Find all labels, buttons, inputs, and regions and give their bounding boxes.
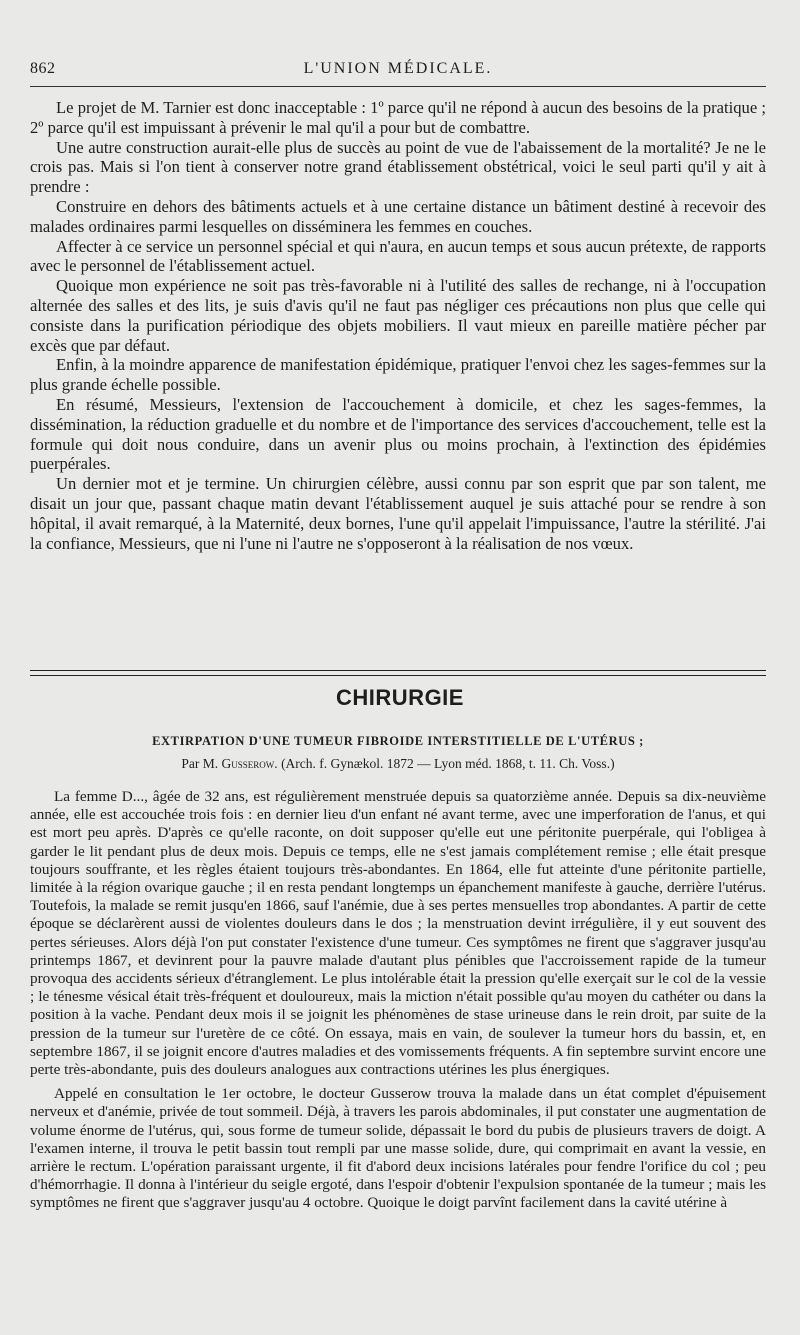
running-title: L'UNION MÉDICALE. [303,60,493,77]
source-reference: (Arch. f. Gynækol. 1872 — Lyon méd. 1868, t. 11. Ch. Voss.) [281,756,615,771]
paragraph: Enfin, à la moindre apparence de manifestation épidémique, pratiquer l'envoi chez les sages-femmes sur la plus grande échelle possible. [30,355,766,395]
case-report-text [30,788,766,1219]
section-separator [30,670,766,676]
closing-discussion-text [30,98,766,553]
byline [30,756,766,772]
paragraph: Construire en dehors des bâtiments actuels et à une certaine distance un bâtiment destiné à recevoir des malades ordinaires parmi lesquelles on disséminera les femmes en couches. [30,196,766,236]
paragraph: Un dernier mot et je termine. Un chirurgien célèbre, aussi connu par son esprit que par son talent, me disait un jour que, passant chaque matin devant l'établissement auquel je suis attaché pour se rendre à son hôpital, il avait remarqué, à la Maternité, deux bornes, l'une qu'il appelait l'impuissance, l'autre la stérilité. J'ai la confiance, Messieurs, que ni l'une ni l'autre ne s'opposeront à la réalisation de nos vœux. [30,474,766,553]
paragraph: Quoique mon expérience ne soit pas très-favorable ni à l'utilité des salles de rechange, ni à l'occupation alternée des salles et des lits, je suis d'avis qu'il ne faut pas négliger ces précautions non plus que celle qui consiste dans la purification périodique des objets mobiliers. Il vaut mieux en pareille matière pécher par excès que par défaut. [30,276,766,355]
paragraph: En résumé, Messieurs, l'extension de l'accouchement à domicile, et chez les sages-femmes, la dissémination, la réduction graduelle et du nombre et de l'importance des services d'accouchement, telle est la formule qui doit nous conduire, dans un avenir plus ou moins prochain, à l'extinction des épidémies puerpérales. [30,394,766,474]
page-number: 862 [30,60,56,77]
paragraph: Appelé en consultation le 1er octobre, le docteur Gusserow trouva la malade dans un état complet d'épuisement nerveux et d'anémie, privée de tout sommeil. Déjà, à travers les parois abdominales, il put constater une augmentation de volume énorme de l'utérus, qui, sous forme de tumeur solide, dépassait le bord du pubis de plusieurs travers de doigt. A l'examen interne, il trouva le petit bassin tout rempli par une masse solide, dure, qui comprimait en avant la vessie, en arrière le rectum. L'opération paraissant urgente, il fit d'abord deux incisions latérales pour fendre l'orifice du col ; peu d'hémorrhagie. Il donna à l'intérieur du seigle ergoté, dans l'espoir d'obtenir l'expulsion spontanée de la tumeur ; mais les symptômes ne firent que s'aggraver jusqu'au 4 octobre. Quoique le doigt parvînt facilement dans la cavité utérine à [30,1085,766,1212]
author-name: Gusserow. [221,756,278,771]
article-title: EXTIRPATION D'UNE TUMEUR FIBROIDE INTERSTITIELLE DE L'UTÉRUS ; [152,734,644,748]
paragraph: La femme D..., âgée de 32 ans, est régulièrement menstruée depuis sa quatorzième année. Depuis sa dix-neuvième année, elle est accouchée trois fois : en dernier lieu d'un enfant né avant terme, avec une imperforation de l'anus, et qui est mort peu après. D'après ce qu'elle raconte, on doit supposer qu'elle eut une péritonite puerpérale, qui l'obligea à garder le lit pendant plus de deux mois. Depuis ce temps, elle ne s'est jamais complétement remise ; elle était presque toujours souffrante, et les règles étaient toujours très-abondantes. En 1864, elle fut atteinte d'une péritonite partielle, limitée à la région ovarique gauche ; il en resta pendant longtemps un épanchement manifeste à gauche, derrière l'utérus. Toutefois, la malade se remit jusqu'en 1866, sauf l'anémie, due à ses pertes mensuelles trop abondantes. A partir de cette époque se déclarèrent aussi de violentes douleurs dans le dos ; la menstruation devint irrégulière, il y eut souvent des pertes sérieuses. Alors déjà l'on put constater l'existence d'une tumeur. Ces symptômes ne firent que s'aggraver jusqu'au printemps 1867, et devinrent pour la pauvre malade d'autant plus pénibles que l'accroissement rapide de la tumeur provoqua des accidents sérieux d'étranglement. Le plus intolérable était la pression qu'elle exerçait sur le col de la vessie ; le ténesme vésical était très-fréquent et douloureux, mais la miction n'était possible qu'au moyen du cathéter ou dans la position à la vache. Pendant deux mois il se joignit les phénomènes de stase urineuse dans le rein droit, par suite de la pression de la tumeur sur l'uretère de ce côté. On essaya, mais en vain, de soulever la tumeur hors du bassin, et, en septembre 1867, il se joignit encore d'autres maladies et des vomissements fréquents. A fin septembre survint encore une perte très-abondante, puis des douleurs analogues aux contractions utérines les plus énergiques. [30,788,766,1079]
paragraph: Affecter à ce service un personnel spécial et qui n'aura, en aucun temps et sous aucun prétexte, de rapports avec le personnel de l'établissement actuel. [30,236,766,276]
byline-prefix: Par M. [181,756,219,771]
section-heading: CHIRURGIE [336,685,464,710]
running-header [30,60,766,86]
paragraph: Le projet de M. Tarnier est donc inacceptable : 1º parce qu'il ne répond à aucun des besoins de la pratique ; 2º parce qu'il est impuissant à prévenir le mal qu'il a pour but de combattre. [30,98,766,137]
header-rule [30,86,766,87]
paragraph: Une autre construction aurait-elle plus de succès au point de vue de l'abaissement de la mortalité? Je ne le crois pas. Mais si l'on tient à conserver notre grand établissement obstétrical, voici le seul parti qu'il y ait à prendre : [30,137,766,197]
